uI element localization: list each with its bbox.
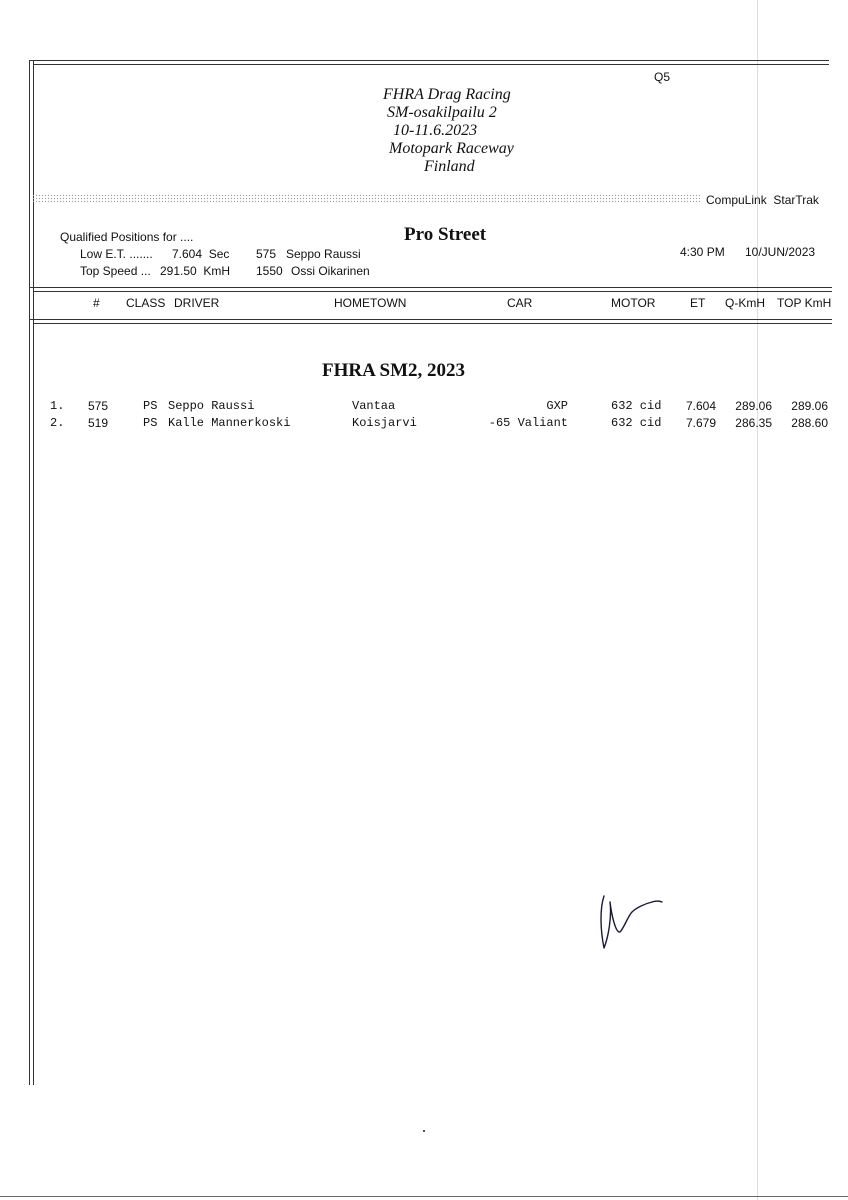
software-label: CompuLink StarTrak (706, 193, 819, 207)
cell-et: 7.679 (685, 416, 716, 430)
cell-hometown: Vantaa (352, 399, 396, 413)
table-row (0, 416, 848, 433)
bottom-rule (0, 1196, 848, 1197)
top-speed-number: 1550 (256, 264, 283, 278)
report-time: 4:30 PM (680, 245, 725, 259)
event-country: Finland (424, 158, 475, 175)
col-header-number: # (93, 296, 100, 310)
cell-top-kmh: 289.06 (791, 399, 828, 413)
event-title: FHRA Drag Racing (383, 86, 511, 103)
cell-top-kmh: 288.60 (791, 416, 828, 430)
cell-motor: 632 cid (611, 399, 662, 413)
low-et-driver: Seppo Raussi (286, 247, 361, 261)
qualified-label: Qualified Positions for .... (60, 230, 194, 244)
cell-motor: 632 cid (611, 416, 662, 430)
cell-position: 2. (50, 416, 65, 430)
cell-position: 1. (50, 399, 65, 413)
header-rule-3 (29, 319, 832, 320)
cell-car: GXP (546, 399, 568, 413)
cell-hometown: Koisjarvi (352, 416, 417, 430)
results-table (0, 399, 848, 439)
signature (596, 888, 666, 958)
event-subtitle: SM-osakilpailu 2 (387, 104, 497, 121)
col-header-q-kmh: Q-KmH (725, 296, 765, 310)
class-title: Pro Street (404, 224, 487, 245)
cell-q-kmh: 286.35 (735, 416, 772, 430)
col-header-class: CLASS (126, 296, 166, 310)
cell-class: PS (143, 399, 158, 413)
top-speed-label: Top Speed ... (80, 264, 151, 278)
top-speed-value: 291.50 KmH (160, 264, 231, 278)
event-header (350, 86, 550, 176)
low-et-number: 575 (256, 247, 277, 261)
header-rule-1 (29, 287, 832, 288)
col-header-car: CAR (507, 296, 533, 310)
event-venue: Motopark Raceway (389, 140, 514, 157)
frame-left-inner (33, 60, 34, 1085)
cell-car: -65 Valiant (488, 416, 568, 430)
cell-number: 519 (88, 416, 109, 430)
col-header-driver: DRIVER (174, 296, 220, 310)
cell-driver: Kalle Mannerkoski (168, 416, 291, 430)
col-header-top-kmh: TOP KmH (777, 296, 832, 310)
cell-q-kmh: 289.06 (735, 399, 772, 413)
report-date: 10/JUN/2023 (745, 245, 816, 259)
top-speed-driver: Ossi Oikarinen (291, 264, 370, 278)
frame-top-outer (29, 60, 829, 61)
low-et-label: Low E.T. ....... (80, 247, 153, 261)
col-header-hometown: HOMETOWN (334, 296, 407, 310)
page-code: Q5 (654, 70, 671, 84)
frame-left-outer (29, 60, 30, 1085)
stray-mark (423, 1130, 425, 1132)
cell-class: PS (143, 416, 158, 430)
table-row (0, 399, 848, 416)
header-rule-4 (33, 323, 832, 324)
cell-driver: Seppo Raussi (168, 399, 255, 413)
dotted-band (32, 194, 700, 204)
frame-top-inner (33, 64, 829, 65)
cell-et: 7.604 (685, 399, 716, 413)
low-et-value: 7.604 Sec (172, 247, 230, 261)
section-title: FHRA SM2, 2023 (322, 360, 466, 381)
header-rule-2 (33, 291, 832, 292)
col-header-motor: MOTOR (611, 296, 656, 310)
event-dates: 10-11.6.2023 (393, 122, 478, 139)
col-header-et: ET (690, 296, 706, 310)
cell-number: 575 (88, 399, 109, 413)
frame-right-faint (757, 0, 758, 1200)
